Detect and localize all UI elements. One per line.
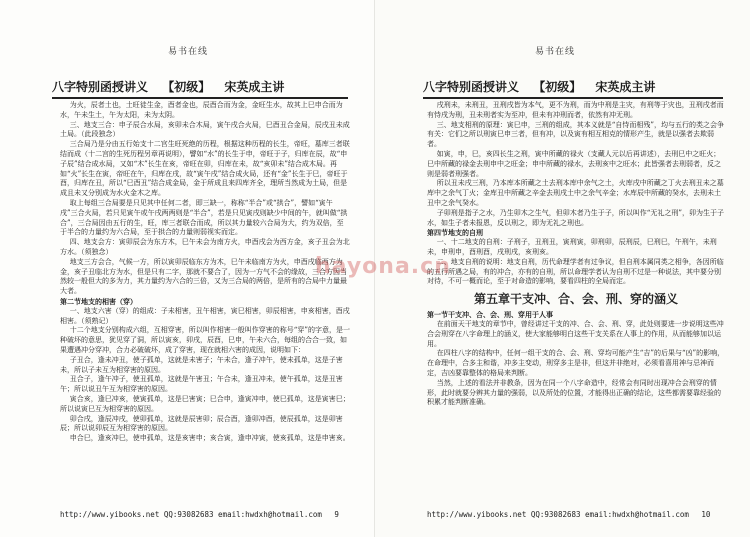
body-paragraph: 丑合子，逢午冲子，使丑孤单，这就是午害丑；午合未，逢丑冲未，使午孤单，这是丑害午；所以说丑午互为相穿害的原因。: [60, 375, 343, 394]
footer-contact: http://www.yibooks.net QQ:93082683 email:hwdxh@hotmail.com: [60, 510, 322, 519]
body-paragraph: 在四柱八字的结构中，任何一组干支的合、会、刑、穿均可能产生“吉”的后果与“凶”的影响，在命理中，合多主和谐，冲多主变动，刑穿多主是非，但这并非绝对，必须看喜用神与忌神而定，吉凶要靠整体的格局来判断。: [427, 349, 725, 377]
page-footer: [60, 510, 350, 519]
body-paragraph: 取上每组三合局要是只见其中任何二者，即三缺一，称称“半合”或“拱合”，譬如“寅午戌”三合火局，若只见寅午或午戌两两则是“半合”，若是只见寅戌则缺少中间的午，就叫做“拱合”，三合局因由五行的生，旺，库三者联合而成，所以其力量较六合局为大，约为双倍，至于半合的力量约为六合局，至于拱合的力量则弱视实而定。: [60, 198, 348, 237]
body-paragraph: 子卯刑是指子之水，乃生卯木之生气，但卯木者乃生于子，所以叫作“无礼之刑”，卯为生于子水，如生子者未报恩，反以刑之，即为无礼之刑也。: [427, 208, 724, 227]
page-body: [60, 101, 350, 499]
chapter-heading: 第五章干支冲、合、会、刑、穿的涵义: [473, 292, 678, 307]
page-body: [427, 101, 725, 499]
lecture-author: 宋英成主讲: [224, 80, 285, 94]
section-heading: 第四节地支的自刑: [427, 228, 483, 238]
body-paragraph: 一、地支六害（穿）的组成：子未相害，丑午相害，寅巳相害，卯辰相害，申亥相害，酉戌相害。（须熟记）: [60, 306, 350, 325]
watermark: hayona.cn: [315, 254, 451, 279]
body-paragraph: 三合局乃是分由五行始支十二宫生旺死绝的历程，根据这种历程的长生，帝旺，墓库三者联结而成（十二宫的生死历程另章再说明），譬如“水”的长生于申，帝旺于子，归库在辰，故“申子辰”结合成水局，又如“木”长生在亥，帝旺在卯，归库在未，故“亥卯未”结合成木局。再如“火”长生在寅，帝旺在午，归库在戌，故“寅午戌”结合成火局，还有“金”长生于巳，帝旺于酉，归库在丑，所以“巳酉丑”结合成金局，金于所成且来四库齐全，理所当然成为土局，但是成且未又分别成为水火金木之库。: [60, 140, 350, 198]
body-paragraph: 二、地支自刑的说明：地支自刑，历代命理学者有过争议，但自刑本属同类之相争，各因所临的五行所遇之局，有的冲合，亦有的自刑，所以命理学者认为自刑不过是一种说法，其中要分别对待，不可一概而论，至于对命造的影响，要看四柱的全局而定。: [427, 257, 724, 286]
body-paragraph: 四、地支会方：寅卯辰会为东方木，巳午未会为南方火，申酉戌会为西方金，亥子丑会为北方水。（须独念）: [60, 238, 350, 256]
body-paragraph: 十二个地支分别构成六组，互相穿害，所以叫作相害一般叫作穿害的称号“穿”的字意，是一种破坏的意思，犹见穿了洞，所以寅亥，卯戌，辰酉，巳申，午未六合，每组的合合一致，如果遭遇冲分穿冲，合力必破破坏，成了穿害，现在就相六害的成因，说明如下：: [60, 326, 350, 354]
body-paragraph: 卯合戌，逢辰冲戌，使卯孤单，这就是辰害卯；辰合酉，逢卯冲酉，使辰孤单，这是卯害辰；所以说卯辰互为相穿害的原因。: [60, 414, 343, 433]
body-paragraph: 在前面天干地支的章节中，曾经讲过干支的冲、合、会、刑、穿，此处则要进一步说明这些冲合会刑穿在八字命理上的涵义，使大家能够明白这些干支关系在人事上的作用，从而能够加以运用。: [427, 319, 724, 348]
lecture-level: 【初级】: [162, 80, 211, 94]
body-paragraph: 所以丑未戌三刑，乃本库本所藏之土去刑本库中余气之土，火库戌中所藏之丁火去刑丑未之墓库中之余气丁火；金库丑中所藏之辛金去刑戌土中之余气辛金；水库辰中所藏的癸水，去刑未土丑中之余气癸水。: [427, 179, 724, 207]
body-paragraph: 三、地支三合：申子辰合水局，亥卯未合木局，寅午戌合火局，巳酉丑合金局，辰戌丑未成土局。（此段独念）: [60, 120, 350, 139]
lecture-title: 八字特别函授讲义: [52, 80, 149, 94]
body-paragraph: 一、十二地支的自刑：子刑子，丑刑丑，寅刑寅，卯刑卯，辰刑辰，巳刑巳，午刑午，未刑未，申刑申，酉刑酉，戌刑戌，亥刑亥。: [427, 238, 717, 256]
body-paragraph: 寅合亥，逢巳冲亥，使寅孤单，这是巳害寅；巳合申，逢寅冲申，使巳孤单，这是寅害巳；所以说寅巳互为相穿害的原因。: [60, 394, 350, 413]
body-paragraph: 地支三方会合，气候一方，所以寅卯辰临东方为木，巳午未临南方为火，申酉戌临西方为金，亥子丑临北方为水，但是只有二字，那就不要合了，因为一方气不会的缘故，三合方因当然较一般但大的多为力，其力量约为六合的三倍，又为三合局的两倍，是所有的合局中力量最大者。: [60, 257, 347, 296]
body-paragraph: 子丑合，逢未冲丑，使子孤单，这就是未害子；午未合，逢子冲午，使未孤单，这是子害未，所以子未互为相穿害的原因。: [60, 355, 343, 374]
site-header: 易书在线: [168, 47, 209, 57]
footer-contact: http://www.yibooks.net QQ:93082683 email:hwdxh@hotmail.com: [427, 510, 689, 519]
body-paragraph: 如寅，申，巳，亥四长生之刑，寅中所藏的禄火（支藏人元以后再讲述），去刑巳中之旺火；巳中所藏的禄金去刑申中之旺金；申中所藏的禄水，去刑亥中之旺水；此皆强者去刑弱者，反之则是弱者刑强者。: [427, 149, 721, 178]
page-number: 9: [334, 510, 339, 519]
body-paragraph: 戌刑未，未刑丑，丑刑戌皆为本气，更不为刑，而为中刑是主灾，有刑等于灾也，丑刑戌者而有恃戌为刑，丑未刑者实为至冲，但未有冲刑而者，依然有冲无刑。: [427, 101, 724, 119]
section-heading: 第一节干支冲、合、会、刑、穿用于人事: [427, 310, 553, 320]
lecture-level: 【初级】: [533, 80, 582, 94]
body-paragraph: 当然，上述的看法并非教条，因为在同一个八字命造中，经常会有同时出现冲合会刑穿的情形，此时就要分辨其力量的强弱，以及所处的位置，才能得出正确的结论，这些都需要靠经验的积累才能判断准确。: [427, 378, 721, 407]
lecture-title: 八字特别函授讲义: [423, 80, 520, 94]
body-paragraph: 为火，辰者土也，土旺徒生金，酉者金也，辰酉合而为金，金旺生水，故其上巳申合而为水，午未生土，午为太阳，未为太阴。: [60, 101, 343, 119]
lecture-author: 宋英成主讲: [595, 80, 656, 94]
body-paragraph: 申合巳，逢亥冲巳，使申孤单，这是亥害申；亥合寅，逢申冲寅，使亥孤单，这是申害亥。: [69, 434, 350, 443]
lecture-title-bar: [423, 78, 723, 99]
site-header: 易书在线: [535, 47, 576, 57]
page-footer: [427, 510, 717, 519]
section-heading: 第二节地支的相害（穿）: [60, 296, 137, 306]
body-paragraph: 三、地支相刑的原理：寅巳申，三刑的组成，其本义就是“自恃而相残”，均与五行的类之会争有关：它们之所以刑寅巳申三者，但有冲，以及寅有相互相克的情形产生，就是以强者去欺弱者。: [427, 120, 724, 149]
lecture-title-bar: [52, 78, 348, 99]
page-number: 10: [701, 510, 711, 519]
